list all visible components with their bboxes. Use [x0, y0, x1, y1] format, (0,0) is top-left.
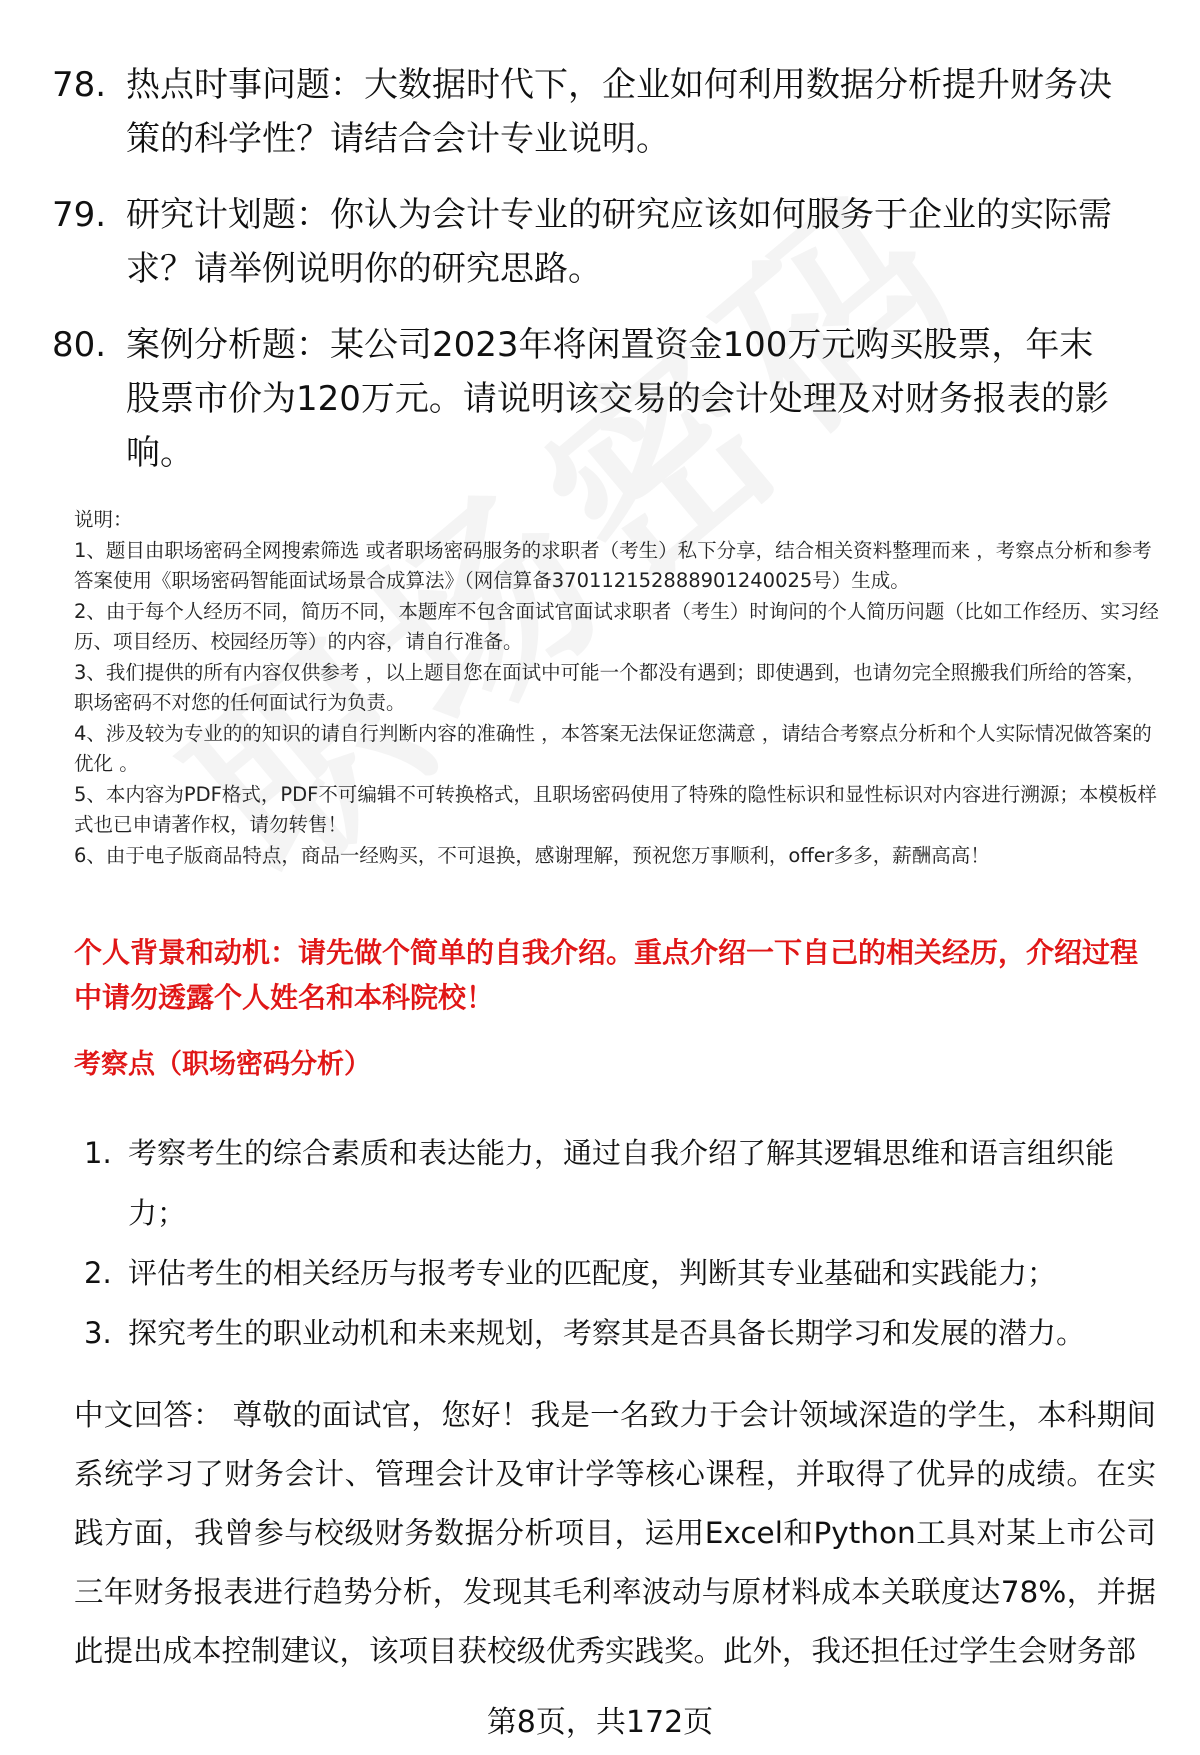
point-text: 评估考生的相关经历与报考专业的匹配度，判断其专业基础和实践能力； [128, 1256, 1057, 1290]
note-item: 6、由于电子版商品特点，商品一经购买，不可退换，感谢理解，预祝您万事顺利，offer多多，薪酬高高！ [74, 843, 990, 867]
question-text: 案例分析题：某公司2023年将闲置资金100万元购买股票，年末股票市价为120万元。请说明该交易的会计处理及对财务报表的影响。 [126, 325, 1109, 473]
question-text: 研究计划题：你认为会计专业的研究应该如何服务于企业的实际需求？请举例说明你的研究思路。 [126, 195, 1112, 289]
point-number: 3. [84, 1316, 112, 1350]
question-number: 80. [52, 325, 107, 365]
answer-paragraph: 中文回答： 尊敬的面试官，您好！我是一名致力于会计领域深造的学生，本科期间系统学习了财务会计、管理会计及审计学等核心课程，并取得了优异的成绩。在实践方面，我曾参与校级财务数据分析项目，运用Excel和Python工具对某上市公司三年财务报表进行趋势分析，发现其毛利率波动与原材料成本关联度达78%，并据此提出成本控制建议，该项目获校级优秀实践奖。此外，我还担任过学生会财务部 [74, 1398, 1156, 1668]
notes-block [74, 505, 1164, 871]
note-item: 3、我们提供的所有内容仅供参考 ，以上题目您在面试中可能一个都没有遇到；即使遇到，也请勿完全照搬我们所给的答案，职场密码不对您的任何面试行为负责。 [74, 660, 1146, 714]
note-item: 5、本内容为PDF格式，PDF不可编辑不可转换格式，且职场密码使用了特殊的隐性标识和显性标识对内容进行溯源；本模板样式也已申请著作权，请勿转售！ [74, 782, 1157, 836]
question-text: 热点时事问题：大数据时代下，企业如何利用数据分析提升财务决策的科学性？请结合会计专业说明。 [126, 65, 1112, 159]
question-item [52, 318, 1152, 480]
note-item: 4、涉及较为专业的的知识的请自行判断内容的准确性 ，本答案无法保证您满意 ，请结合考察点分析和个人实际情况做答案的优化 。 [74, 721, 1152, 775]
notes-title: 说明： [74, 508, 133, 531]
assessment-points [84, 1123, 1154, 1363]
question-number: 79. [52, 195, 107, 235]
note-item: 2、由于每个人经历不同，简历不同，本题库不包含面试官面试求职者（考生）时询问的个人简历问题（比如工作经历、实习经历、项目经历、校园经历等）的内容，请自行准备。 [74, 599, 1159, 653]
assessment-point [84, 1123, 1154, 1243]
point-text: 考察考生的综合素质和表达能力，通过自我介绍了解其逻辑思维和语言组织能力； [128, 1136, 1115, 1230]
question-item [52, 58, 1152, 166]
assessment-point [84, 1243, 1154, 1303]
assessment-point [84, 1303, 1154, 1363]
point-text: 探究考生的职业动机和未来规划，考察其是否具备长期学习和发展的潜力。 [128, 1316, 1086, 1350]
point-number: 2. [84, 1256, 112, 1290]
question-item [52, 188, 1152, 296]
page-footer: 第8页，共172页 [486, 1705, 714, 1740]
note-item: 1、题目由职场密码全网搜索筛选 或者职场密码服务的求职者（考生）私下分享，结合相关资料整理而来 ，考察点分析和参考答案使用《职场密码智能面试场景合成算法》（网信算备370112152888901240025号）生成。 [74, 538, 1152, 592]
question-list [52, 58, 1152, 502]
section-heading: 个人背景和动机：请先做个简单的自我介绍。重点介绍一下自己的相关经历，介绍过程中请勿透露个人姓名和本科院校！ [74, 936, 1139, 1014]
point-number: 1. [84, 1136, 112, 1170]
section-subheading: 考察点（职场密码分析） [74, 1049, 371, 1080]
question-number: 78. [52, 65, 107, 105]
